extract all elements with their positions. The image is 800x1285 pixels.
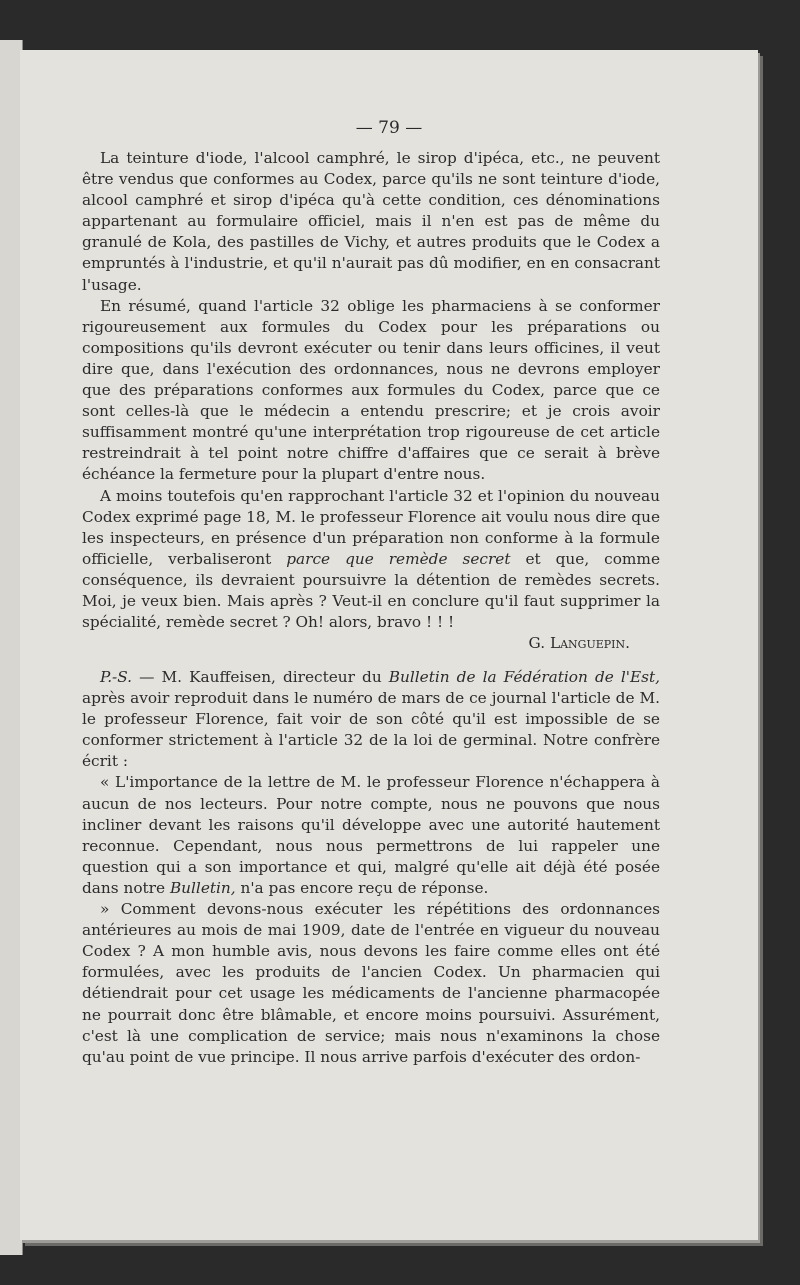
paragraph-3-text-a: A moins toutefois qu'en rapprochant l'article 32 et l'opinion du nouveau Codex exprimé page 18, M. le professeur Florence ait voulu nous dire que les inspecteurs, en présence d'un préparation non conforme à la formule officielle, verbaliseront bbox=[82, 486, 660, 568]
postscript-body bbox=[82, 667, 660, 1068]
paragraph-3-text-b: et que, comme conséquence, ils devraient poursuivre la détention de remèdes secrets. Moi, je veux bien. Mais après ? Veut-il en conclure qu'il faut supprimer la spécialité, remède secret ? Oh! alors, bravo ! ! ! bbox=[82, 549, 660, 632]
postscript-paragraph bbox=[82, 667, 660, 772]
paragraph-3 bbox=[82, 486, 660, 634]
paragraph-3-italic: parce que remède secret bbox=[286, 549, 511, 568]
ps-label: P.-S. bbox=[100, 668, 133, 686]
quote-1-text-a: « L'importance de la lettre de M. le professeur Florence n'échappera à aucun de nos lecteurs. Pour notre compte, nous ne pouvons que nous incliner devant les raisons qu'il développe avec une autorité hautement reconnue. Cependant, nous nous permettrons de lui rappeler une question qui a son importance et qui, malgré qu'elle ait déjà été posée dans notre bbox=[82, 773, 660, 897]
book-page bbox=[20, 50, 758, 1240]
page-number: — 79 — bbox=[355, 118, 423, 138]
ps-text-a: — M. Kauffeisen, directeur du bbox=[132, 668, 382, 686]
paragraph-2: En résumé, quand l'article 32 oblige les pharmaciens à se conformer rigoureusement aux formules du Codex pour les préparations ou compositions qu'ils devront exécuter ou tenir dans leurs officines, il veut dire que, dans l'exécution des ordonnances, nous ne devrons employer que des préparations conformes aux formules du Codex, parce que ce sont celles-là que le médecin a entendu prescrire; et je crois avoir suffisamment montré qu'une interprétation trop rigoureuse de cet article restreindrait à tel point notre chiffre d'affaires que ce serait à brève échéance la fermeture pour la plupart d'entre nous. bbox=[82, 296, 660, 484]
quote-1-text-b: n'a pas encore reçu de réponse. bbox=[240, 878, 489, 897]
quote-1-italic: Bulletin, bbox=[169, 878, 236, 897]
quote-paragraph-2: » Comment devons-nous exécuter les répétitions des ordonnances antérieures au mois de mai 1909, date de l'entrée en vigueur du nouveau Codex ? A mon humble avis, nous devons les faire comme elles ont été formulées, avec les produits de l'ancien Codex. Un pharmacien qui détiendrait pour cet usage les médicaments de l'ancienne pharmacopée ne pourrait donc être blâmable, et encore moins poursuivi. Assurément, c'est là une complication de service; mais nous n'examinons la chose qu'au point de vue principe. Il nous arrive parfois d'exécuter des ordon- bbox=[82, 900, 660, 1066]
paragraph-1: La teinture d'iode, l'alcool camphré, le sirop d'ipéca, etc., ne peuvent être vendus que conformes au Codex, parce qu'ils ne sont teinture d'iode, alcool camphré et sirop d'ipéca qu'à cette condition, ces dénominations appartenant au formulaire officiel, mais il n'en est pas de même du granulé de Kola, des pastilles de Vichy, et autres produits que le Codex a empruntés à l'industrie, et qu'il n'aurait pas dû modifier, en en consacrant l'usage. bbox=[82, 149, 660, 294]
quote-paragraph-1 bbox=[82, 772, 660, 899]
author-signature: G. Languepin. bbox=[528, 634, 630, 653]
journal-title: Bulletin de la Fédération de l'Est, bbox=[388, 668, 660, 686]
article-body bbox=[82, 148, 660, 654]
ps-text-b: après avoir reproduit dans le numéro de mars de ce journal l'article de M. le professeur Florence, fait voir de son côté qu'il est impossible de se conformer strictement à l'article 32 de la loi de germinal. Notre confrère écrit : bbox=[82, 689, 660, 771]
